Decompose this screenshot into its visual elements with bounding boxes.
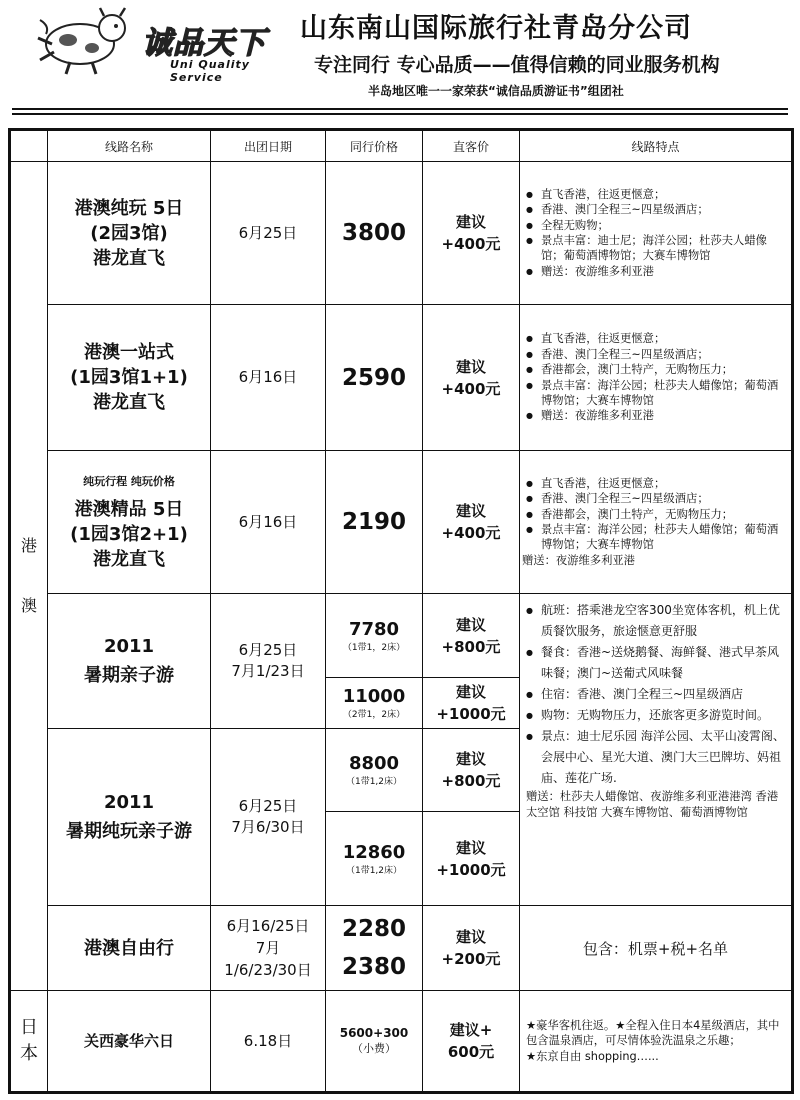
column-header-route: 线路名称: [48, 131, 211, 162]
departure-date: 6.18日: [211, 991, 326, 1091]
feature-item: ● 景点丰富：海洋公园；杜莎夫人蜡像馆；葡萄酒博物馆；大赛车博物馆: [526, 378, 787, 409]
suggested-price: 建议 +1000元: [423, 812, 520, 906]
table-header-blank: [11, 131, 48, 162]
peer-price: 2590: [326, 305, 423, 451]
suggested-price: 建议 +200元: [423, 906, 520, 991]
route-tag: 纯玩行程 纯玩价格: [83, 474, 175, 488]
suggested-price: 建议 +800元: [423, 594, 520, 678]
route-features: 包含：机票+税+名单: [520, 906, 791, 991]
peer-price-cell: [326, 906, 423, 991]
column-header-date: 出团日期: [211, 131, 326, 162]
feature-item: ● 购物：无购物压力，还旅客更多游览时间。: [526, 705, 787, 726]
suggested-price: 建议 +400元: [423, 451, 520, 594]
suggested-price: 建议 +400元: [423, 162, 520, 305]
feature-item: ● 香港都会，澳门土特产，无购物压力；: [526, 507, 787, 522]
route-features: [520, 305, 791, 451]
divider: [12, 108, 788, 110]
feature-item: ● 赠送：夜游维多利亚港: [526, 408, 787, 423]
route-name: 港澳纯玩 5日 (2园3馆) 港龙直飞: [48, 162, 211, 305]
feature-item: ● 香港、澳门全程三~四星级酒店；: [526, 347, 787, 362]
route-name: 港澳一站式 (1园3馆1+1) 港龙直飞: [48, 305, 211, 451]
feature-item: ● 香港都会，澳门土特产，无购物压力；: [526, 362, 787, 377]
logo: [30, 4, 280, 84]
peer-price-cell: [326, 678, 423, 729]
route-name: 2011 暑期纯玩亲子游: [48, 729, 211, 906]
route-features: [520, 451, 791, 594]
peer-price: 2380: [341, 954, 406, 980]
departure-date: 6月25日 7月1/23日: [211, 594, 326, 729]
column-header-features: 线路特点: [520, 131, 791, 162]
peer-price-cell: [326, 812, 423, 906]
brand-tagline: Uni Quality Service: [170, 58, 250, 84]
suggested-price: 建议 +1000元: [423, 678, 520, 729]
feature-extra: 赠送：夜游维多利亚港: [522, 553, 635, 567]
feature-item: ● 航班：搭乘港龙空客300坐宽体客机，机上优质餐饮服务，旅途惬意更舒服: [526, 600, 787, 642]
route-name: 港澳自由行: [48, 906, 211, 991]
peer-price: 3800: [326, 162, 423, 305]
brand-name: 诚品天下: [142, 26, 266, 61]
region-hk-macau: 港 澳: [11, 162, 48, 991]
route-features: [520, 594, 791, 906]
feature-item: ● 景点：迪士尼乐园 海洋公园、太平山凌霄阁、会展中心、星光大道、澳门大三巴牌坊、妈祖庙、莲花广场.: [526, 726, 787, 789]
route-price-table: [8, 128, 794, 1094]
peer-price: 5600+300: [339, 1026, 409, 1040]
slogan: 专注同行 专心品质——值得信赖的同业服务机构: [314, 54, 720, 76]
feature-item: ● 直飞香港，往返更惬意；: [526, 476, 787, 491]
peer-price: 2280: [341, 916, 406, 942]
peer-price: 8800: [348, 753, 400, 774]
route-name: 2011 暑期亲子游: [48, 594, 211, 729]
company-title: 山东南山国际旅行社青岛分公司: [300, 13, 692, 44]
route-features: [520, 162, 791, 305]
feature-extra: 赠送：杜莎夫人蜡像馆、夜游维多利亚港港湾 香港太空馆 科技馆 大赛车博物馆、葡萄酒博物馆: [526, 790, 779, 819]
feature-item: ● 直飞香港，往返更惬意；: [526, 187, 787, 202]
honor-line: 半岛地区唯一一家荣获“诚信品质游证书”组团社: [368, 84, 624, 98]
suggested-price: 建议+ 600元: [423, 991, 520, 1091]
feature-item: ● 住宿：香港、澳门全程三~四星级酒店: [526, 684, 787, 705]
column-header-suggest: 直客价: [423, 131, 520, 162]
peer-price: 2190: [326, 451, 423, 594]
price-note: （1带1，2床）: [342, 642, 406, 653]
suggested-price: 建议 +400元: [423, 305, 520, 451]
peer-price: 11000: [342, 686, 406, 707]
feature-item: ● 香港、澳门全程三~四星级酒店；: [526, 202, 787, 217]
header: [0, 0, 800, 128]
departure-date: 6月25日: [211, 162, 326, 305]
peer-price-cell: [326, 594, 423, 678]
peer-price: 12860: [342, 841, 406, 863]
feature-item: ● 景点丰富：海洋公园；杜莎夫人蜡像馆；葡萄酒博物馆；大赛车博物馆: [526, 522, 787, 553]
feature-item: ★东京自由 shopping…...: [526, 1049, 659, 1063]
price-note: （2带1，2床）: [342, 710, 406, 720]
feature-item: ● 赠送：夜游维多利亚港: [526, 264, 787, 279]
departure-date: 6月16日: [211, 451, 326, 594]
feature-item: ★豪华客机往返。★全程入住日本4星级酒店，其中包含温泉酒店，可尽情体验洗温泉之乐趣；: [526, 1018, 780, 1048]
price-note: （1带1,2床）: [345, 777, 403, 787]
route-features: [520, 991, 791, 1091]
peer-price: 7780: [348, 618, 400, 640]
price-note: （小费）: [352, 1042, 396, 1055]
region-japan: 日 本: [11, 991, 48, 1091]
feature-item: ● 香港、澳门全程三~四星级酒店；: [526, 491, 787, 506]
departure-date: 6月16/25日 7月 1/6/23/30日: [211, 906, 326, 991]
divider: [12, 113, 788, 115]
peer-price-cell: [326, 729, 423, 812]
price-note: （1带1,2床）: [345, 865, 403, 876]
departure-date: 6月25日 7月6/30日: [211, 729, 326, 906]
cow-mascot-icon: [30, 4, 140, 76]
departure-date: 6月16日: [211, 305, 326, 451]
feature-item: ● 餐食：香港~送烧鹅餐、海鲜餐、港式早茶风味餐；澳门~送葡式风味餐: [526, 642, 787, 684]
column-header-price: 同行价格: [326, 131, 423, 162]
route-name: 关西豪华六日: [48, 991, 211, 1091]
feature-item: ● 景点丰富：迪士尼；海洋公园；杜莎夫人蜡像馆；葡萄酒博物馆；大赛车博物馆: [526, 233, 787, 264]
feature-item: ● 全程无购物；: [526, 218, 787, 233]
route-cell: [48, 451, 211, 594]
feature-item: ● 直飞香港，往返更惬意；: [526, 331, 787, 346]
route-name: 港澳精品 5日 (1园3馆2+1) 港龙直飞: [70, 498, 188, 570]
suggested-price: 建议 +800元: [423, 729, 520, 812]
peer-price-cell: [326, 991, 423, 1091]
